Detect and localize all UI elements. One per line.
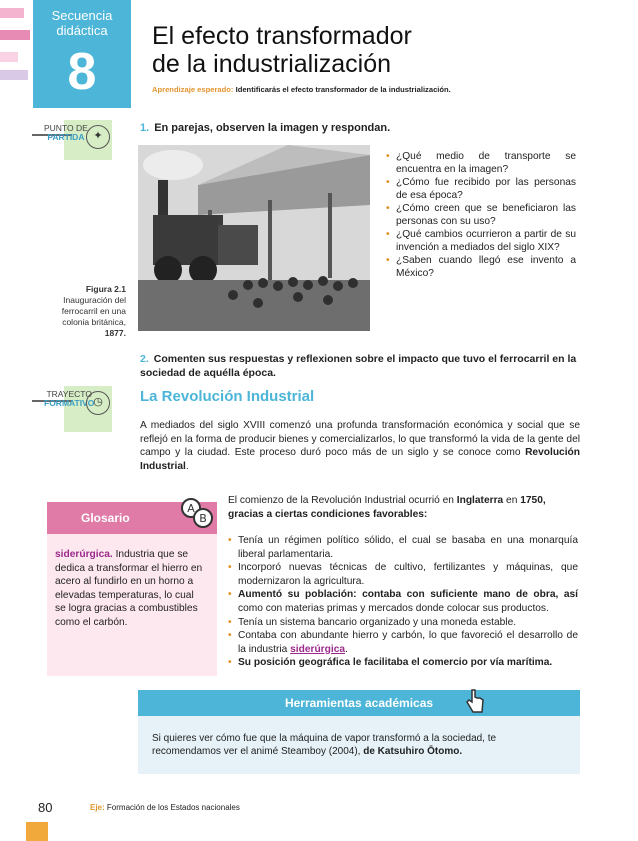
- conditions-list: [228, 534, 578, 670]
- tag-line-2: PARTIDA: [47, 132, 85, 142]
- list-item: [228, 656, 578, 670]
- title-line-2: de la industrialización: [152, 50, 392, 78]
- paragraph-text: El comienzo de la Revolución Industrial ocurrió en: [228, 495, 457, 506]
- clock-icon: ◷: [86, 391, 110, 415]
- question-number: 1.: [140, 122, 150, 134]
- caption-line: Inauguración del: [63, 295, 126, 305]
- magnifier-ab-icon: [179, 496, 213, 530]
- list-item: • Tenía un sistema bancario organizado y una moneda estable.: [228, 616, 578, 630]
- axis-label: Eje:: [90, 803, 105, 812]
- question-2: [140, 352, 580, 380]
- expected-label: Aprendizaje esperado:: [152, 85, 234, 94]
- decor-stripe: [0, 8, 24, 18]
- footer-color-block: [26, 822, 48, 841]
- tools-bold: de Katsuhiro Ōtomo.: [363, 746, 463, 757]
- question-list: [386, 150, 576, 280]
- engraving-illustration: [138, 145, 370, 331]
- glossary-body: [47, 534, 217, 676]
- tools-title: Herramientas académicas: [138, 690, 580, 716]
- railway-inauguration-image: [138, 145, 370, 331]
- trayecto-formativo-tag: [30, 386, 118, 426]
- question-number: 2.: [140, 353, 149, 365]
- decor-stripe: [0, 52, 18, 62]
- paragraph-bold: Inglaterra: [456, 495, 504, 506]
- tools-text: Si quieres ver cómo fue que la máquina de vapor transformó a la sociedad, te recomendamos ver el animé Steamboy (2004),: [152, 733, 497, 757]
- tag-line-1: TRAYECTO: [46, 389, 92, 399]
- compass-icon: ✦: [86, 125, 110, 149]
- list-item: • Incorporó nuevas técnicas de cultivo, fertilizantes y máquinas, que modernizaron la agricultura.: [228, 561, 578, 588]
- glossary-box: [47, 502, 217, 676]
- list-item: [228, 629, 578, 656]
- sequence-number: 8: [67, 43, 97, 101]
- list-item: • ¿Qué cambios ocurrieron a partir de su invención a mediados del siglo XIX?: [386, 228, 576, 254]
- condition-bold: Aumentó su población: contaba con suficiente mano de obra, así: [238, 589, 578, 601]
- title-line-1: El efecto transformador: [152, 22, 412, 50]
- list-item: • ¿Qué medio de transporte se encuentra en la imagen?: [386, 150, 576, 176]
- punto-de-partida-tag: [30, 120, 118, 160]
- list-item: • ¿Cómo fue recibido por las personas de esa época?: [386, 176, 576, 202]
- page-title: [152, 22, 412, 78]
- caption-year: 1877.: [104, 328, 126, 338]
- list-item: [228, 588, 578, 615]
- caption-line: ferrocarril en una: [61, 306, 126, 316]
- footer-axis: [90, 803, 240, 812]
- page-number: 80: [38, 800, 53, 815]
- condition-text: como con materias primas y mercados donde colocar sus productos.: [238, 602, 549, 614]
- axis-text: Formación de los Estados nacionales: [106, 803, 240, 812]
- paragraph-text: A mediados del siglo XVIII comenzó una profunda transformación económica y social que se reflejó en la forma de producir bienes y comercializarlos, lo que transformó la vida de la gente del campo y la ciudad. Este proceso duró poco más de un siglo y se conoce como: [140, 420, 580, 458]
- paragraph-origin: [228, 494, 578, 522]
- figure-caption: [44, 284, 126, 339]
- glossary-title: Glosario: [47, 502, 217, 534]
- paragraph-bold: Revolución Industrial: [140, 447, 580, 472]
- sequence-label-2: didáctica: [56, 23, 108, 38]
- tools-body: [138, 716, 580, 774]
- section-heading: La Revolución Industrial: [140, 388, 315, 405]
- sequence-label: [33, 0, 131, 38]
- tag-line-1: PUNTO DE: [44, 123, 88, 133]
- glossary-term-link[interactable]: siderúrgica: [290, 643, 346, 655]
- decor-stripe: [0, 30, 30, 40]
- svg-text:B: B: [199, 512, 207, 525]
- sequence-box: [33, 0, 131, 108]
- tag-line-2: FORMATIVO: [44, 398, 95, 408]
- question-text: En parejas, observen la imagen y respondan.: [154, 122, 391, 134]
- list-item: • ¿Saben cuando llegó ese invento a México?: [386, 254, 576, 280]
- caption-line: colonia británica,: [62, 317, 126, 327]
- figure-label: Figura 2.1: [85, 284, 126, 294]
- list-item: • Tenía un régimen político sólido, el cual se basaba en una monarquía liberal parlamentaria.: [228, 534, 578, 561]
- question-1: [140, 122, 390, 134]
- expected-text: Identificarás el efecto transformador de la industrialización.: [235, 85, 451, 94]
- question-text: Comenten sus respuestas y reflexionen sobre el impacto que tuvo el ferrocarril en la sociedad de aquélla época.: [140, 353, 577, 379]
- decor-stripe: [0, 70, 28, 80]
- sequence-label-1: Secuencia: [51, 8, 113, 23]
- condition-text: Contaba con abundante hierro y carbón, lo que favoreció el desarrollo de la industria: [238, 630, 578, 655]
- academic-tools-box: [138, 690, 580, 774]
- paragraph-text: en: [503, 495, 521, 506]
- condition-text: .: [345, 643, 348, 655]
- svg-text:A: A: [187, 502, 195, 515]
- condition-bold: Su posición geográfica le facilitaba el comercio por vía marítima.: [238, 657, 553, 669]
- glossary-term: siderúrgica.: [55, 549, 113, 560]
- paragraph-bold: 1750, gracias a ciertas condiciones favorables:: [228, 495, 546, 520]
- expected-learning: [152, 85, 451, 94]
- paragraph-intro: [140, 419, 580, 473]
- pointer-hand-icon: [464, 686, 486, 716]
- paragraph-text: .: [185, 460, 189, 472]
- tag-text: [44, 124, 88, 142]
- glossary-definition: Industria que se dedica a transformar el hierro en acero al fundirlo en un horno a elevadas temperaturas, lo cual se logra gracias a combustibles como el carbón.: [55, 549, 203, 628]
- list-item: • ¿Cómo creen que se beneficiaron las personas con su uso?: [386, 202, 576, 228]
